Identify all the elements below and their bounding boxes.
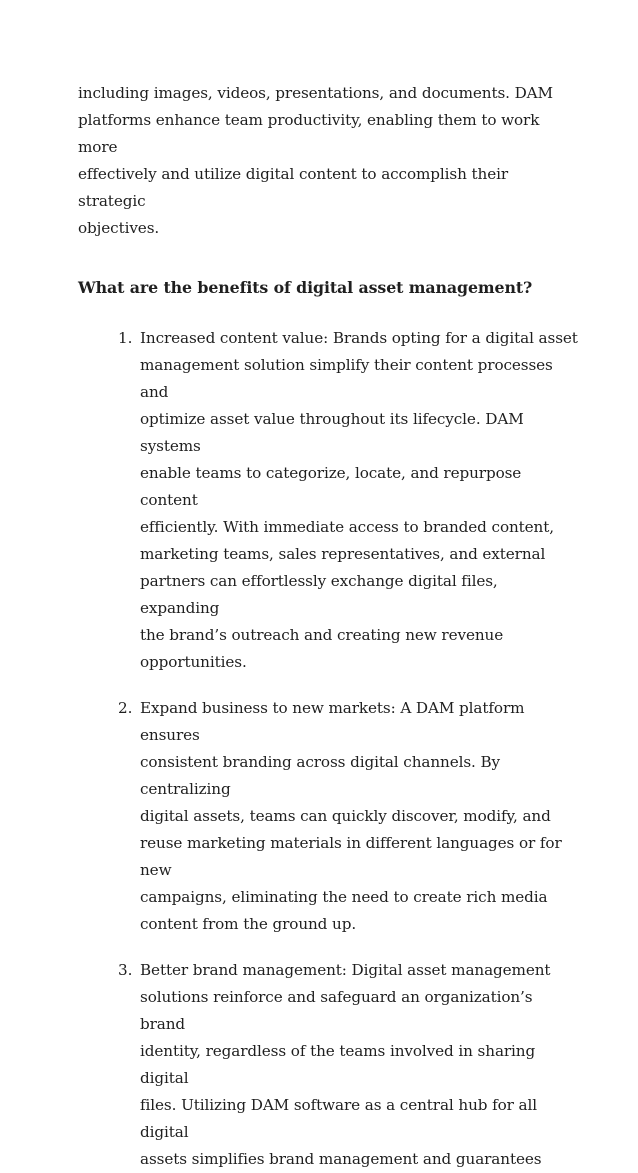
list-item: [78, 325, 578, 676]
list-item-text: [140, 325, 578, 676]
intro-line: objectives.: [78, 219, 160, 237]
list-line: content from the ground up.: [140, 915, 357, 933]
list-line: files. Utilizing DAM software as a central hub for all digital: [140, 1096, 538, 1141]
list-line: campaigns, eliminating the need to create rich media: [140, 888, 548, 906]
intro-line: including images, videos, presentations, and documents. DAM: [78, 84, 553, 102]
list-item: [78, 957, 578, 1173]
section-heading: What are the benefits of digital asset management?: [78, 278, 533, 297]
list-line: identity, regardless of the teams involved in sharing digital: [140, 1042, 536, 1087]
intro-line: platforms enhance team productivity, enabling them to work more: [78, 111, 540, 156]
list-line: management solution simplify their content processes and: [140, 356, 553, 401]
list-line: opportunities.: [140, 653, 247, 671]
list-line: assets simplifies brand management and guarantees: [140, 1150, 542, 1168]
list-line: partners can effortlessly exchange digital files, expanding: [140, 572, 498, 617]
list-line: optimize asset value throughout its lifecycle. DAM systems: [140, 410, 524, 455]
list-line: solutions reinforce and safeguard an organization’s brand: [140, 988, 533, 1033]
list-line: the brand’s outreach and creating new revenue: [140, 626, 504, 644]
list-line: reuse marketing materials in different languages or for new: [140, 834, 562, 879]
list-line: Better brand management: Digital asset management: [140, 961, 551, 979]
list-item-number: 1.: [118, 329, 133, 347]
list-item-text: [140, 957, 578, 1173]
benefits-list: [78, 325, 578, 1173]
list-line: enable teams to categorize, locate, and repurpose content: [140, 464, 522, 509]
intro-line: effectively and utilize digital content to accomplish their strategic: [78, 165, 509, 210]
list-line: digital assets, teams can quickly discover, modify, and: [140, 807, 551, 825]
list-line: consistent branding across digital channels. By centralizing: [140, 753, 501, 798]
list-item-number: 2.: [118, 699, 133, 717]
list-line: Expand business to new markets: A DAM platform ensures: [140, 699, 525, 744]
intro-paragraph: [78, 80, 578, 242]
list-line: efficiently. With immediate access to branded content,: [140, 518, 554, 536]
list-item-number: 3.: [118, 961, 133, 979]
list-line: marketing teams, sales representatives, and external: [140, 545, 546, 563]
list-line: Increased content value: Brands opting for a digital asset: [140, 329, 578, 347]
